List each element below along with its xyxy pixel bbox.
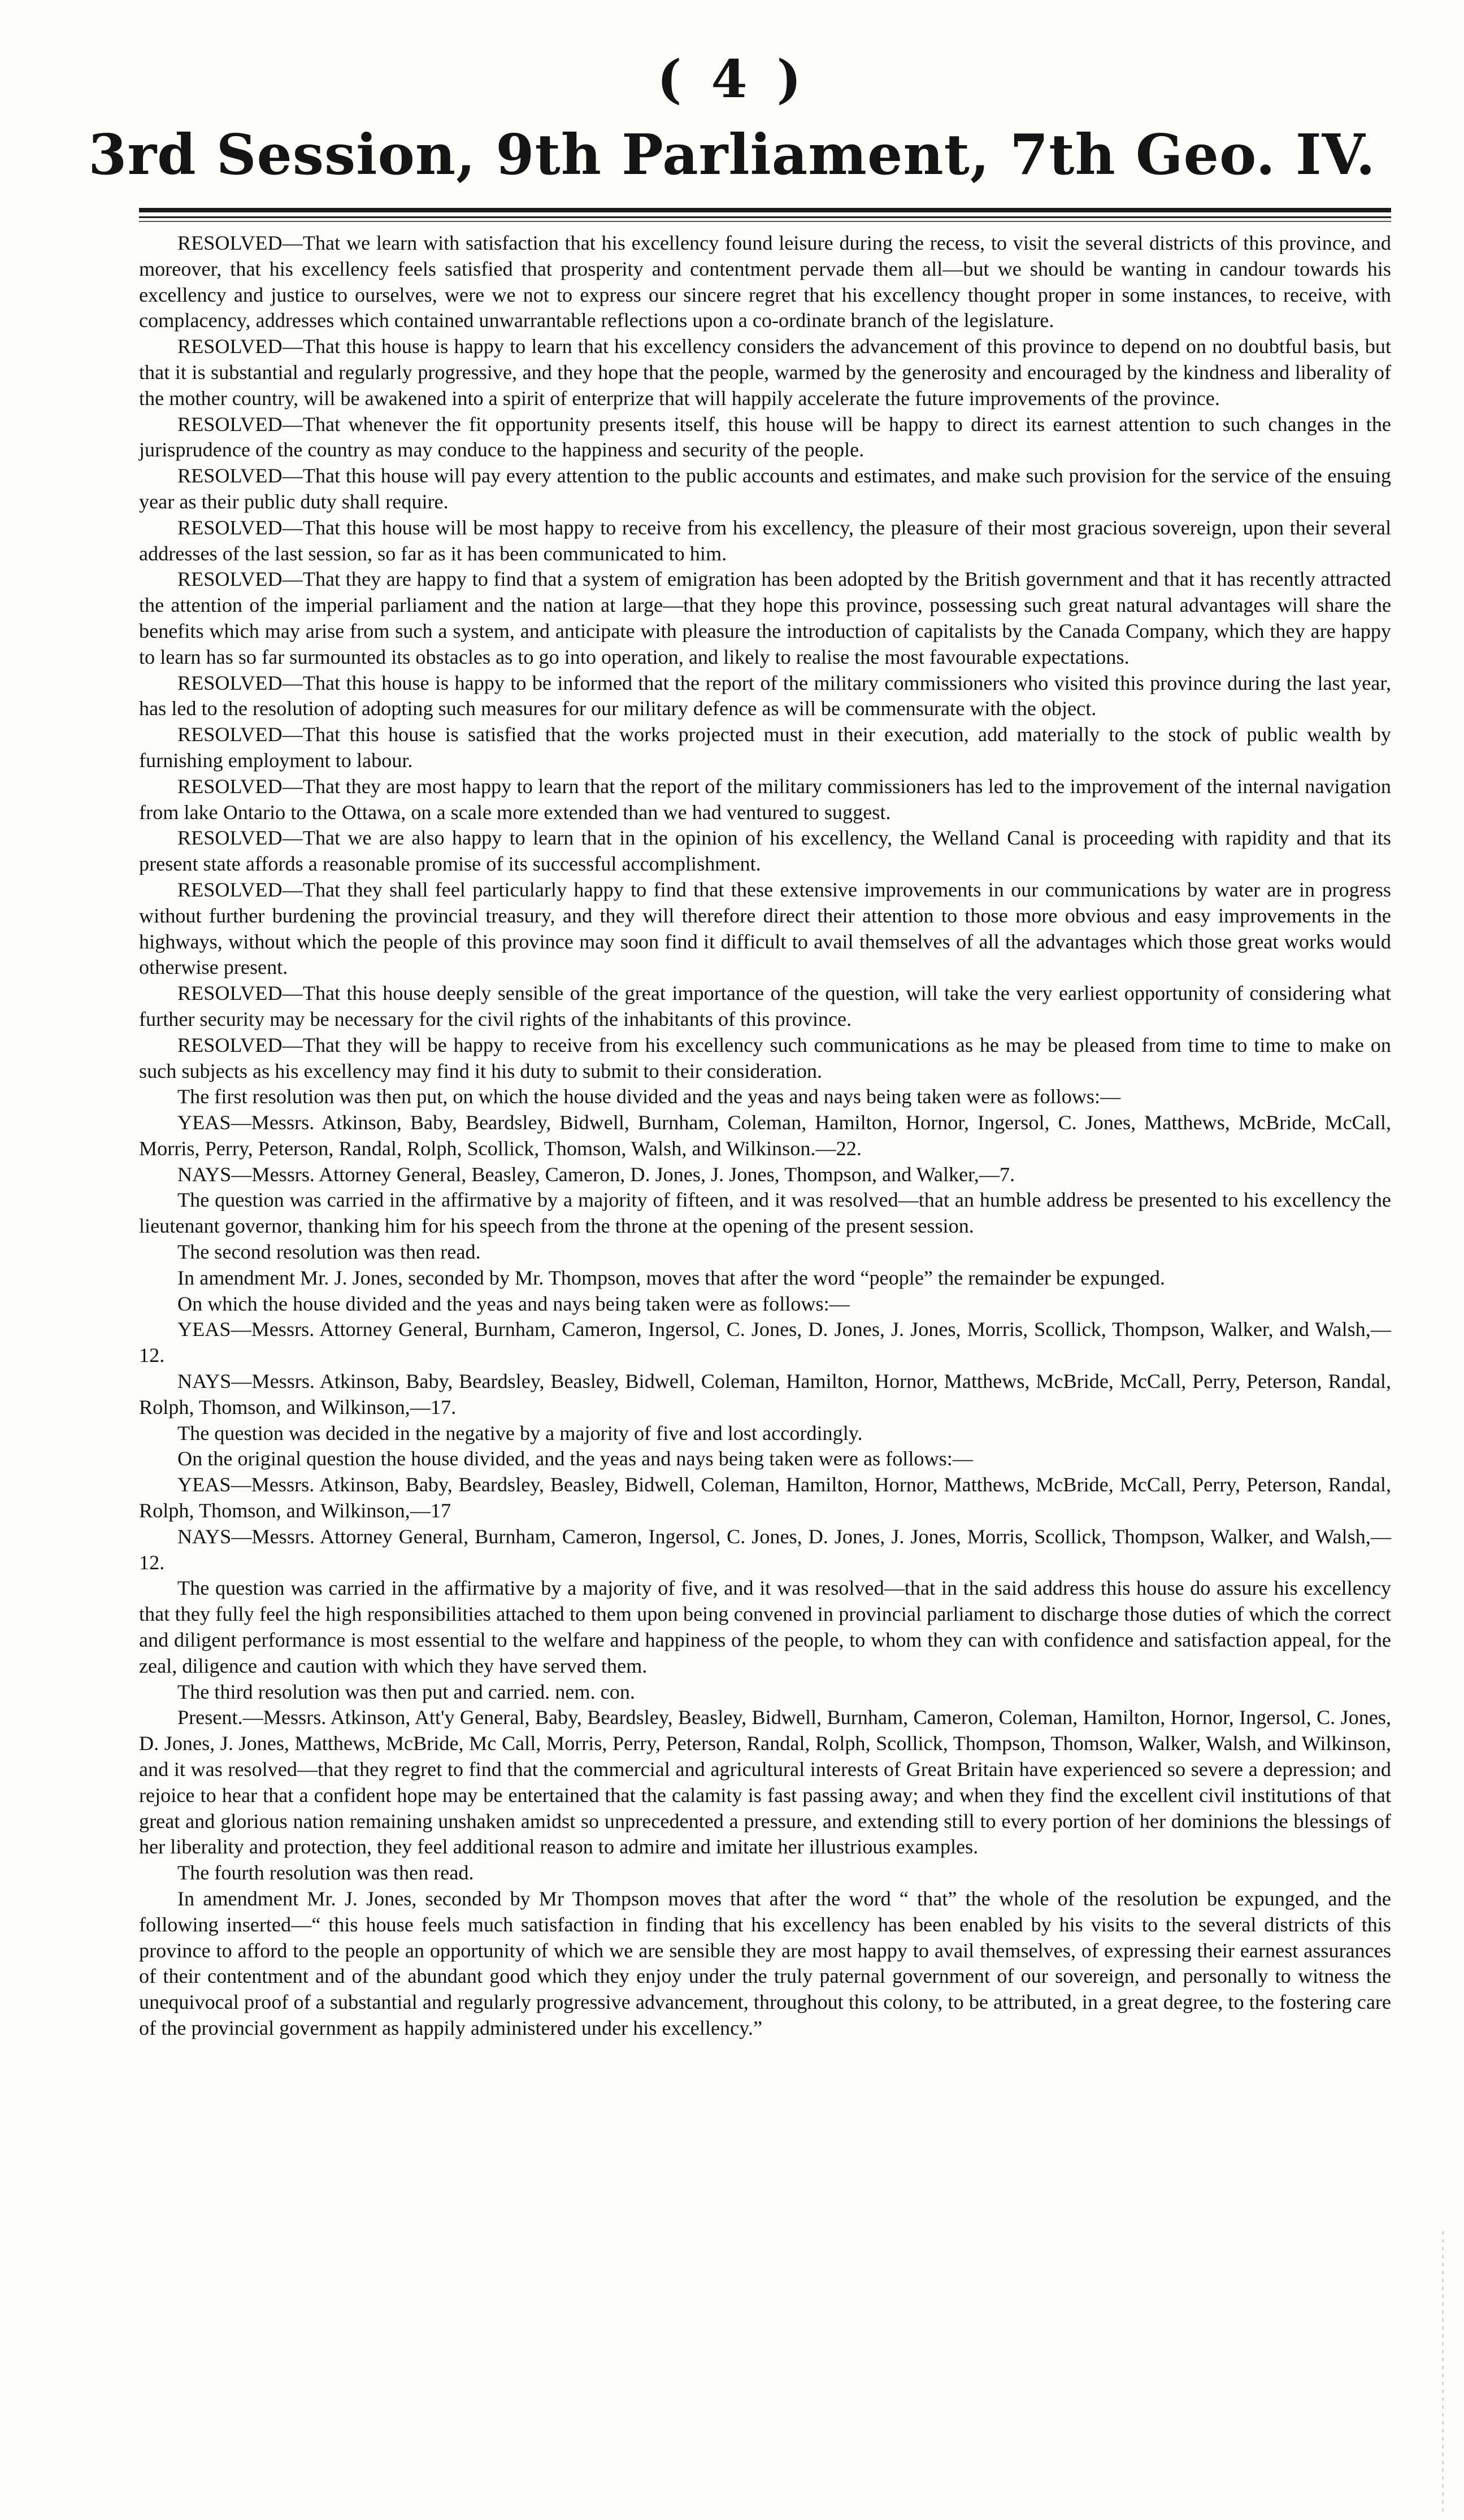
- paragraph-resolution-7: RESOLVED—That this house is happy to be informed that the report of the military commissioners who visited this province during the last year, has led to the resolution of adopting such measures for our military defence as will be commensurate with the object.: [139, 671, 1391, 720]
- paragraph-nays-1: NAYS—Messrs. Attorney General, Beasley, Cameron, D. Jones, J. Jones, Thompson, and Walker,—7.: [177, 1163, 1015, 1186]
- paragraph-division-1: On which the house divided and the yeas and nays being taken were as follows:—: [177, 1292, 850, 1315]
- paragraph-yeas-1: YEAS—Messrs. Atkinson, Baby, Beardsley, Bidwell, Burnham, Coleman, Hamilton, Hornor, Ingersol, C. Jones, Matthews, McBride, McCall, Morris, Perry, Peterson, Randal, Rolph, Scollick, Thomson, Walsh, and Wilkinson.—22.: [139, 1111, 1391, 1160]
- paragraph-resolution-4: RESOLVED—That this house will pay every attention to the public accounts and estimates, and make such provision for the service of the ensuing year as their public duty shall require.: [139, 464, 1391, 513]
- paragraph-amendment-2: In amendment Mr. J. Jones, seconded by Mr Thompson moves that after the word “ that” the whole of the resolution be expunged, and the following inserted—“ this house feels much satisfaction in finding that his excellency has been enabled by his visits to the several districts of this province to afford to the people an opportunity of which we are sensible they are most happy to avail themselves, of expressing their earnest assurances of their contentment and of the abundant good which they enjoy under the truly paternal government of our sovereign, and personally to witness the unequivocal proof of a substantial and regularly progressive advancement, throughout this colony, to be attributed, in a great degree, to the fostering care of the provincial government as happily administered under his excellency.”: [139, 1887, 1391, 2039]
- heading-rule-hairline: [139, 221, 1391, 222]
- page-heading: 3rd Session, 9th Parliament, 7th Geo. IV.: [88, 123, 1376, 188]
- paragraph-result-3: The question was carried in the affirmative by a majority of five, and it was resolved—that in the said address this house do assure his excellency that they fully feel the high responsibilities attached to them upon being convened in provincial parliament to discharge those duties of which the correct and diligent performance is most essential to the welfare and happiness of the people, to whom they can with confidence and satisfaction appeal, for the zeal, diligence and caution with which they have served them.: [139, 1577, 1391, 1677]
- paragraph-result-2: The question was decided in the negative by a majority of five and lost accordingly.: [177, 1421, 863, 1444]
- paragraph-resolution-11: RESOLVED—That they shall feel particularly happy to find that these extensive improvements in our communications by water are in progress without further burdening the provincial treasury, and they will therefore direct their attention to those more obvious and easy improvements in the highways, without which the people of this province may soon find it difficult to avail themselves of all the advantages which those great works would otherwise present.: [139, 878, 1391, 979]
- paragraph-first-vote: The first resolution was then put, on which the house divided and the yeas and nays being taken were as follows:—: [177, 1085, 1121, 1108]
- page-number: ( 4 ): [657, 49, 807, 110]
- paragraph-resolution-5: RESOLVED—That this house will be most happy to receive from his excellency, the pleasure of their most gracious sovereign, upon their several addresses of the last session, so far as it has been communicated to him.: [139, 516, 1391, 565]
- paragraph-resolution-6: RESOLVED—That they are happy to find that a system of emigration has been adopted by the British government and that it has recently attracted the attention of the imperial parliament and the nation at large—that they hope this province, possessing such great natural advantages will share the benefits which may arise from such a system, and anticipate with pleasure the introduction of capitalists by the Canada Company, which they are happy to learn has so far surmounted its obstacles as to go into operation, and likely to realise the most favourable expectations.: [139, 568, 1391, 668]
- heading-rule-thick: [139, 208, 1391, 212]
- paragraph-resolution-9: RESOLVED—That they are most happy to learn that the report of the military commissioners has led to the improvement of the internal navigation from lake Ontario to the Ottawa, on a scale more extended than we had ventured to suggest.: [139, 774, 1391, 824]
- paragraph-resolution-2: RESOLVED—That this house is happy to learn that his excellency considers the advancement of this province to depend on no doubtful basis, but that it is substantial and regularly progressive, and they hope that the people, warmed by the generosity and encouraged by the kindness and liberality of the mother country, will be awakened into a spirit of enterprize that will happily accelerate the future improvements of the province.: [139, 335, 1391, 410]
- paragraph-nays-2: NAYS—Messrs. Atkinson, Baby, Beardsley, Beasley, Bidwell, Coleman, Hamilton, Hornor, Matthews, McBride, McCall, Perry, Peterson, Randal, Rolph, Thomson, and Wilkinson,—17.: [139, 1370, 1391, 1418]
- paragraph-resolution-3: RESOLVED—That whenever the fit opportunity presents itself, this house will be happy to direct its earnest attention to such changes in the jurisprudence of the country as may conduce to the happiness and security of the people.: [139, 412, 1391, 462]
- page-edge-mark: [1442, 2231, 1444, 2514]
- paragraph-resolution-10: RESOLVED—That we are also happy to learn that in the opinion of his excellency, the Welland Canal is proceeding with rapidity and that its present state affords a reasonable promise of its successful accomplishment.: [139, 826, 1391, 876]
- paragraph-yeas-3: YEAS—Messrs. Atkinson, Baby, Beardsley, Beasley, Bidwell, Coleman, Hamilton, Hornor, Matthews, McBride, McCall, Perry, Peterson, Randal, Rolph, Thomson, and Wilkinson,—17: [139, 1473, 1391, 1522]
- paragraph-second-read: The second resolution was then read.: [177, 1241, 481, 1264]
- paragraph-resolution-1: RESOLVED—That we learn with satisfaction that his excellency found leisure during the recess, to visit the several districts of this province, and moreover, that his excellency feels satisfied that prosperity and contentment pervade them all—but we should be wanting in candour towards his excellency and justice to ourselves, were we not to express our sincere regret that his excellency thought proper in some instances, to receive, with complacency, addresses which contained unwarrantable reflections upon a co-ordinate branch of the legislature.: [139, 232, 1391, 332]
- paragraph-amendment-1: In amendment Mr. J. Jones, seconded by Mr. Thompson, moves that after the word “people” the remainder be expunged.: [177, 1266, 1165, 1289]
- paragraph-third-resolution: The third resolution was then put and carried. nem. con.: [177, 1680, 635, 1703]
- paragraph-resolution-13: RESOLVED—That they will be happy to receive from his excellency such communications as he may be pleased from time to time to make on such subjects as his excellency may find it his duty to submit to their consideration.: [139, 1033, 1391, 1082]
- paragraph-present: Present.—Messrs. Atkinson, Att'y General, Baby, Beardsley, Beasley, Bidwell, Burnham, Cameron, Coleman, Hamilton, Hornor, Ingersol, C. Jones, D. Jones, J. Jones, Matthews, McBride, Mc Call, Morris, Perry, Peterson, Randal, Rolph, Scollick, Thompson, Thomson, Walker, Walsh, and Wilkinson, and it was resolved—that they regret to find that the commercial and agricultural interests of Great Britain have experienced so severe a depression; and rejoice to hear that a confident hope may be entertained that the calamity is fast passing away; and when they find the excellent civil institutions of that great and glorious nation remaining unshaken amidst so unprecedented a pressure, and extending still to every portion of her dominions the blessings of her liberality and protection, they feel additional reason to admire and imitate her illustrious examples.: [139, 1706, 1391, 1859]
- paragraph-resolution-12: RESOLVED—That this house deeply sensible of the great importance of the question, will take the very earliest opportunity of considering what further security may be necessary for the civil rights of the inhabitants of this province.: [139, 982, 1391, 1030]
- paragraph-resolution-8: RESOLVED—That this house is satisfied that the works projected must in their execution, add materially to the stock of public wealth by furnishing employment to labour.: [139, 723, 1391, 772]
- paragraph-nays-3: NAYS—Messrs. Attorney General, Burnham, Cameron, Ingersol, C. Jones, D. Jones, J. Jones, Morris, Scollick, Thompson, Walker, and Walsh,—12.: [139, 1525, 1391, 1574]
- paragraph-result-1: The question was carried in the affirmative by a majority of fifteen, and it was resolved—that an humble address be presented to his excellency the lieutenant governor, thanking him for his speech from the throne at the opening of the present session.: [139, 1189, 1391, 1238]
- paragraph-original-question: On the original question the house divided, and the yeas and nays being taken were as follows:—: [177, 1447, 973, 1470]
- heading-rule-thin: [139, 216, 1391, 218]
- paragraph-yeas-2: YEAS—Messrs. Attorney General, Burnham, Cameron, Ingersol, C. Jones, D. Jones, J. Jones, Morris, Scollick, Thompson, Walker, and Walsh,—12.: [139, 1318, 1391, 1367]
- body-text: [139, 230, 1391, 2042]
- paragraph-fourth-read: The fourth resolution was then read.: [177, 1861, 474, 1884]
